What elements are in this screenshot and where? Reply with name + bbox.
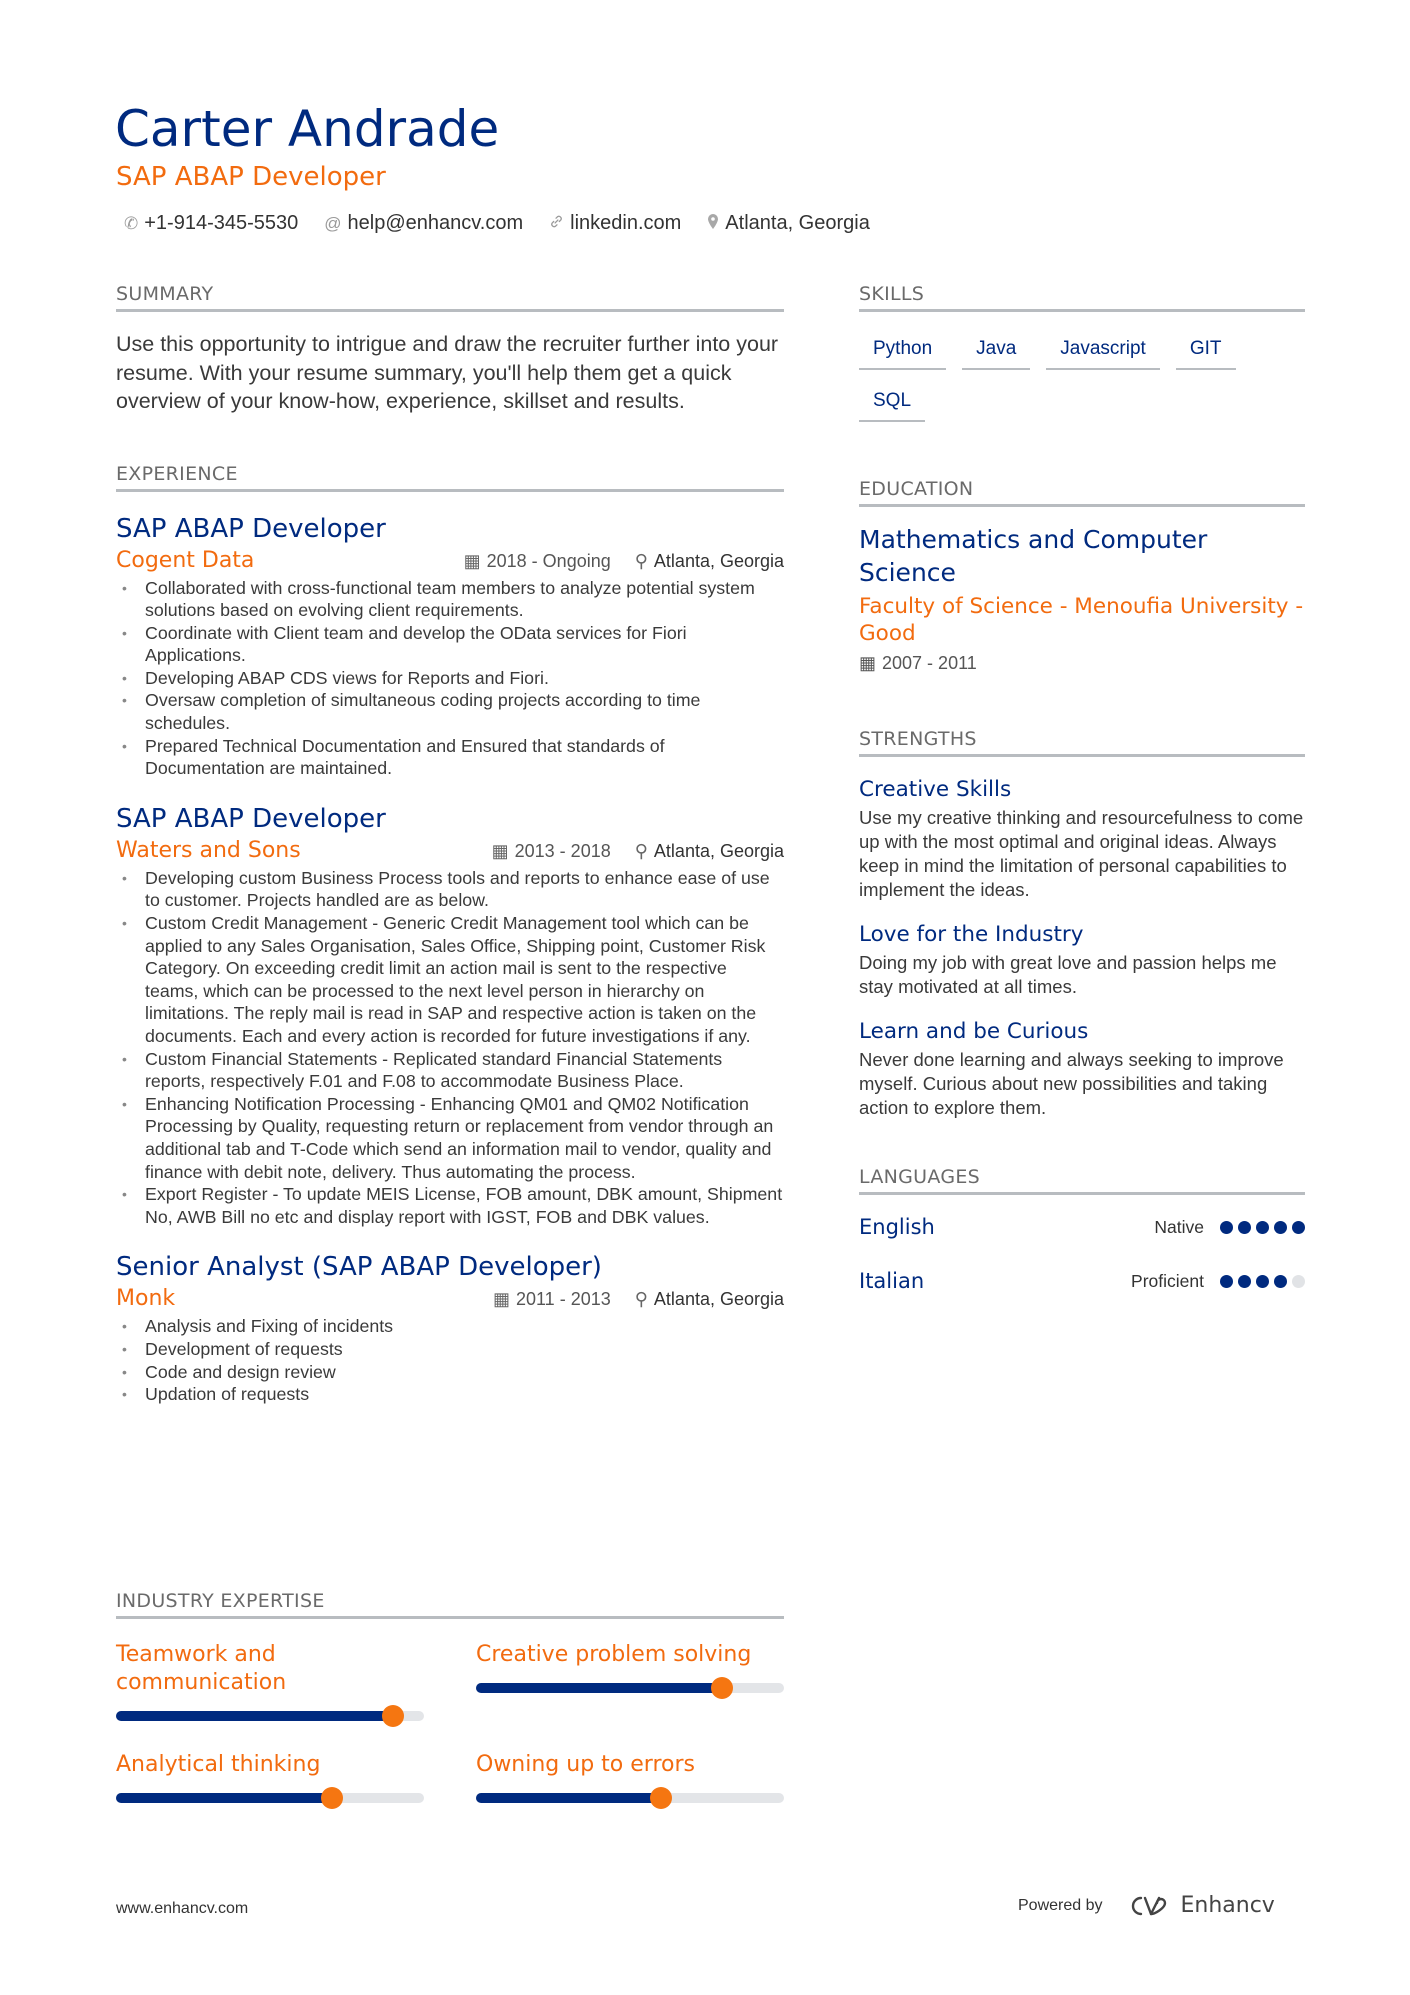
education-school: Faculty of Science - Menoufia University - Good xyxy=(859,594,1304,646)
calendar-icon: ▦ xyxy=(463,550,481,571)
expertise-slider xyxy=(116,1793,424,1803)
location-pin-icon: ⚲ xyxy=(634,550,648,571)
contact-phone[interactable] xyxy=(124,212,298,235)
proficiency-dots xyxy=(1220,1221,1305,1234)
education-section xyxy=(859,478,1305,674)
job-bullets xyxy=(116,867,784,1229)
expertise-item xyxy=(476,1641,784,1721)
bullet-item: • Custom Credit Management - Generic Credit Management tool which can be applied to any Sales Organisation, Sales Office, Shipping point, Customer Risk Category. On exceeding credit limit an action mail is sent to the respective teams, which can be processed to the next level person in hierarchy on limitations. The reply mail is read in SAP and respective action is taken on the documents. Each and every action is recorded for future investigations if any. xyxy=(116,912,784,1048)
skill-tag: Javascript xyxy=(1046,332,1160,370)
location-text: Atlanta, Georgia xyxy=(725,212,870,234)
slider-knob xyxy=(382,1705,404,1727)
job-location: Atlanta, Georgia xyxy=(653,550,784,571)
job-title: Senior Analyst (SAP ABAP Developer) xyxy=(116,1252,602,1283)
slider-knob xyxy=(650,1787,672,1809)
experience-section xyxy=(116,463,784,1406)
footer-powered-by[interactable] xyxy=(1018,1893,1275,1918)
summary-text: Use this opportunity to intrigue and draw the recruiter further into your resume. With your resume summary, you'll help them get a quick overview of your know-how, experience, skillset and results. xyxy=(116,332,779,413)
calendar-icon: ▦ xyxy=(491,840,509,861)
bullet-item: • Analysis and Fixing of incidents xyxy=(116,1315,784,1338)
language-row xyxy=(859,1269,1305,1293)
company-name: Cogent Data xyxy=(116,547,255,573)
phone-text: +1-914-345-5530 xyxy=(144,212,299,234)
skill-tag: SQL xyxy=(859,384,925,422)
summary-heading: SUMMARY xyxy=(116,283,784,312)
job-dates: 2013 - 2018 xyxy=(514,840,611,861)
education-dates: 2007 - 2011 xyxy=(882,653,977,673)
language-name: Italian xyxy=(859,1269,925,1293)
languages-heading: LANGUAGES xyxy=(859,1166,1305,1195)
location-pin-icon: ⚲ xyxy=(634,840,648,861)
job-entry xyxy=(116,512,784,780)
strengths-section xyxy=(859,728,1305,1120)
language-name: English xyxy=(859,1215,935,1239)
job-dates: 2011 - 2013 xyxy=(515,1289,611,1310)
job-bullets xyxy=(116,577,784,780)
job-entry xyxy=(116,1250,784,1405)
strength-text: Never done learning and always seeking to improve myself. Curious about new possibilities and taking action to explore them. xyxy=(859,1049,1284,1118)
expertise-label: Analytical thinking xyxy=(116,1752,321,1777)
job-entry xyxy=(116,802,784,1229)
strength-title: Creative Skills xyxy=(859,777,1012,802)
skills-section xyxy=(859,283,1305,422)
bullet-item: • Updation of requests xyxy=(116,1383,784,1406)
candidate-title: SAP ABAP Developer xyxy=(116,162,386,192)
job-location: Atlanta, Georgia xyxy=(653,1289,784,1310)
education-heading: EDUCATION xyxy=(859,478,1305,507)
contact-linkedin[interactable] xyxy=(549,212,681,235)
industry-expertise-section xyxy=(116,1590,784,1803)
expertise-item xyxy=(476,1751,784,1803)
expertise-item xyxy=(116,1641,424,1721)
location-pin-icon xyxy=(707,213,719,235)
bullet-item: • Code and design review xyxy=(116,1361,784,1384)
expertise-item xyxy=(116,1751,424,1803)
company-name: Monk xyxy=(116,1286,176,1312)
strength-text: Doing my job with great love and passion helps me stay motivated at all times. xyxy=(859,952,1277,997)
language-row xyxy=(859,1215,1305,1239)
email-text: help@enhancv.com xyxy=(347,212,524,234)
bullet-item: • Export Register - To update MEIS License, FOB amount, DBK amount, Shipment No, AWB Bill no etc and display report with IGST, FOB and DBK values. xyxy=(116,1183,784,1228)
bullet-item: • Enhancing Notification Processing - Enhancing QM01 and QM02 Notification Processing by Quality, requesting return or replacement from vendor through an additional tab and T-Code which send an information mail to vendor, quality and finance with debit note, delivery. Thus automating the process. xyxy=(116,1093,784,1183)
expertise-label: Creative problem solving xyxy=(476,1642,752,1667)
contact-bar xyxy=(124,212,870,235)
link-icon xyxy=(549,214,564,234)
contact-location xyxy=(707,212,870,235)
job-bullets xyxy=(116,1315,784,1405)
language-level: Proficient xyxy=(1131,1270,1204,1291)
job-title: SAP ABAP Developer xyxy=(116,513,386,544)
job-dates: 2018 - Ongoing xyxy=(486,550,611,571)
job-location: Atlanta, Georgia xyxy=(653,840,784,861)
strength-title: Love for the Industry xyxy=(859,922,1084,947)
footer-website-link[interactable]: www.enhancv.com xyxy=(116,1900,249,1917)
expertise-label: Teamwork and communication xyxy=(116,1642,287,1695)
right-column xyxy=(859,283,1305,1293)
company-name: Waters and Sons xyxy=(116,837,301,863)
job-title: SAP ABAP Developer xyxy=(116,803,386,834)
calendar-icon: ▦ xyxy=(492,1289,510,1310)
brand-name: Enhancv xyxy=(1180,1893,1275,1918)
calendar-icon: ▦ xyxy=(859,653,877,673)
expertise-slider xyxy=(476,1683,784,1693)
skill-tag: GIT xyxy=(1176,332,1236,370)
phone-icon: ✆ xyxy=(124,213,139,233)
candidate-name: Carter Andrade xyxy=(115,100,500,158)
slider-knob xyxy=(321,1787,343,1809)
languages-section xyxy=(859,1166,1305,1293)
enhancv-logo xyxy=(1127,1893,1275,1918)
powered-by-label: Powered by xyxy=(1018,1896,1103,1914)
bullet-item: • Coordinate with Client team and develop the OData services for Fiori Applications. xyxy=(116,622,784,667)
strength-text: Use my creative thinking and resourcefulness to come up with the most optimal and original ideas. Always keep in mind the limitation of personal capabilities to implement the ideas. xyxy=(859,807,1304,900)
expertise-label: Owning up to errors xyxy=(476,1752,695,1777)
strength-title: Learn and be Curious xyxy=(859,1019,1089,1044)
at-icon: @ xyxy=(324,213,342,233)
expertise-slider xyxy=(476,1793,784,1803)
slider-knob xyxy=(711,1677,733,1699)
proficiency-dots xyxy=(1220,1275,1305,1288)
location-pin-icon: ⚲ xyxy=(634,1289,648,1310)
skill-tag: Python xyxy=(859,332,946,370)
skill-tag: Java xyxy=(962,332,1030,370)
expertise-slider xyxy=(116,1711,424,1721)
enhancv-logo-icon xyxy=(1127,1894,1171,1918)
bullet-item: • Prepared Technical Documentation and Ensured that standards of Documentation are maintained. xyxy=(116,735,784,780)
bullet-item: • Developing ABAP CDS views for Reports and Fiori. xyxy=(116,667,784,690)
bullet-item: • Development of requests xyxy=(116,1338,784,1361)
experience-heading: EXPERIENCE xyxy=(116,463,784,492)
summary-section xyxy=(116,283,784,416)
skills-heading: SKILLS xyxy=(859,283,1305,312)
bullet-item: • Collaborated with cross-functional team members to analyze potential system solutions based on evolving client requirements. xyxy=(116,577,784,622)
industry-expertise-heading: INDUSTRY EXPERTISE xyxy=(116,1590,784,1619)
bullet-item: • Custom Financial Statements - Replicated standard Financial Statements reports, respectively F.01 and F.08 to accommodate Business Place. xyxy=(116,1048,784,1093)
linkedin-text: linkedin.com xyxy=(570,212,682,234)
education-degree: Mathematics and Computer Science xyxy=(859,525,1208,587)
bullet-item: • Developing custom Business Process tools and reports to enhance ease of use to customer. Projects handled are as below. xyxy=(116,867,784,912)
language-level: Native xyxy=(1154,1216,1204,1237)
strengths-heading: STRENGTHS xyxy=(859,728,1305,757)
bullet-item: • Oversaw completion of simultaneous coding projects according to time schedules. xyxy=(116,689,784,734)
contact-email[interactable] xyxy=(324,212,523,235)
left-column xyxy=(116,283,784,1406)
